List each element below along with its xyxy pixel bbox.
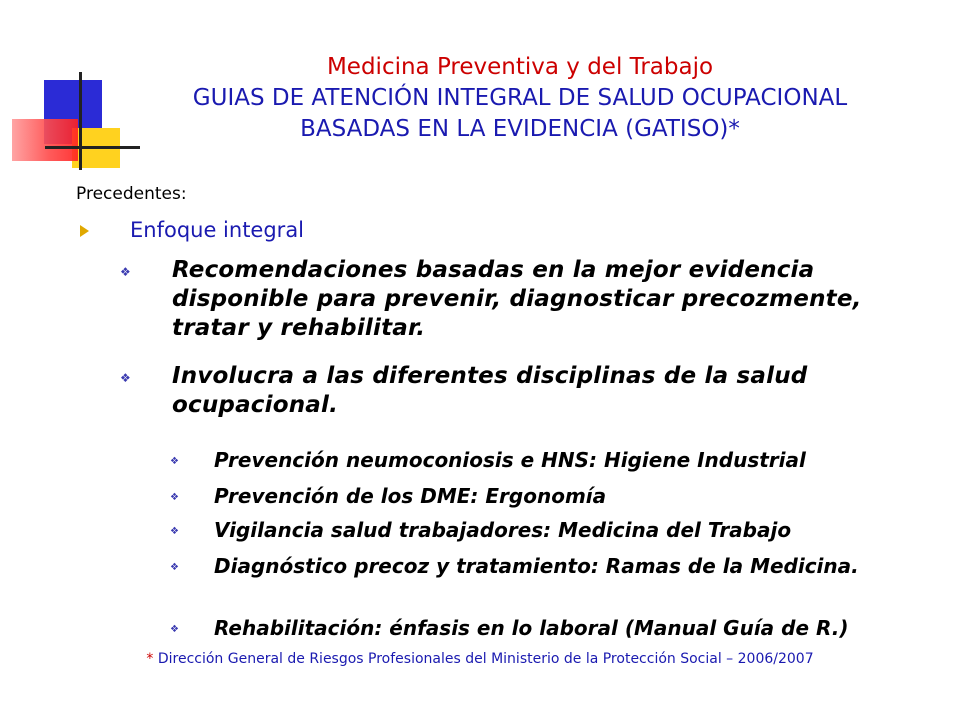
level3-text: Rehabilitación: énfasis en lo laboral (Manual Guía de R.) [214,616,849,640]
footer-note [0,651,960,667]
level3-text: Vigilancia salud trabajadores: Medicina del Trabajo [214,518,792,542]
decorative-logo [0,0,140,180]
level3-item [170,484,900,508]
diamond-bullet-icon: ❖ [170,492,179,503]
logo-vertical-line [79,72,82,170]
level3-text: Prevención neumoconiosis e HNS: Higiene Industrial [214,448,806,472]
title-line-2: GUIAS DE ATENCIÓN INTEGRAL DE SALUD OCUPACIONAL [192,85,848,111]
level3-item [170,518,900,542]
diamond-bullet-icon: ❖ [170,526,179,537]
diamond-bullet-icon: ❖ [170,624,179,635]
level2-item [120,256,880,343]
section-label: Precedentes: [76,184,187,204]
title-line-1: Medicina Preventiva y del Trabajo [326,54,714,80]
footer-asterisk: * [146,651,154,667]
level1-item [80,218,880,242]
level2-text: Recomendaciones basadas en la mejor evidencia disponible para prevenir, diagnosticar precozmente, tratar y rehabilitar. [172,257,862,341]
level3-text: Diagnóstico precoz y tratamiento: Ramas de la Medicina. [214,554,859,578]
logo-red-square [12,119,78,161]
diamond-bullet-icon: ❖ [170,456,179,467]
diamond-bullet-icon: ❖ [170,562,179,573]
arrow-bullet-icon [80,225,89,237]
level3-item [170,554,900,578]
title-line-3: BASADAS EN LA EVIDENCIA (GATISO)* [300,116,740,142]
level3-text: Prevención de los DME: Ergonomía [214,484,607,508]
logo-horizontal-line [45,146,140,149]
diamond-bullet-icon: ❖ [120,265,131,279]
level3-item [170,448,900,472]
slide-title [160,52,880,145]
diamond-bullet-icon: ❖ [120,371,131,385]
level2-text: Involucra a las diferentes disciplinas de la salud ocupacional. [172,363,808,418]
level3-item [170,616,900,640]
level2-item [120,362,880,420]
footer-text: Dirección General de Riesgos Profesionales del Ministerio de la Protección Social – 2006/2007 [157,651,814,667]
level1-text: Enfoque integral [130,218,305,242]
